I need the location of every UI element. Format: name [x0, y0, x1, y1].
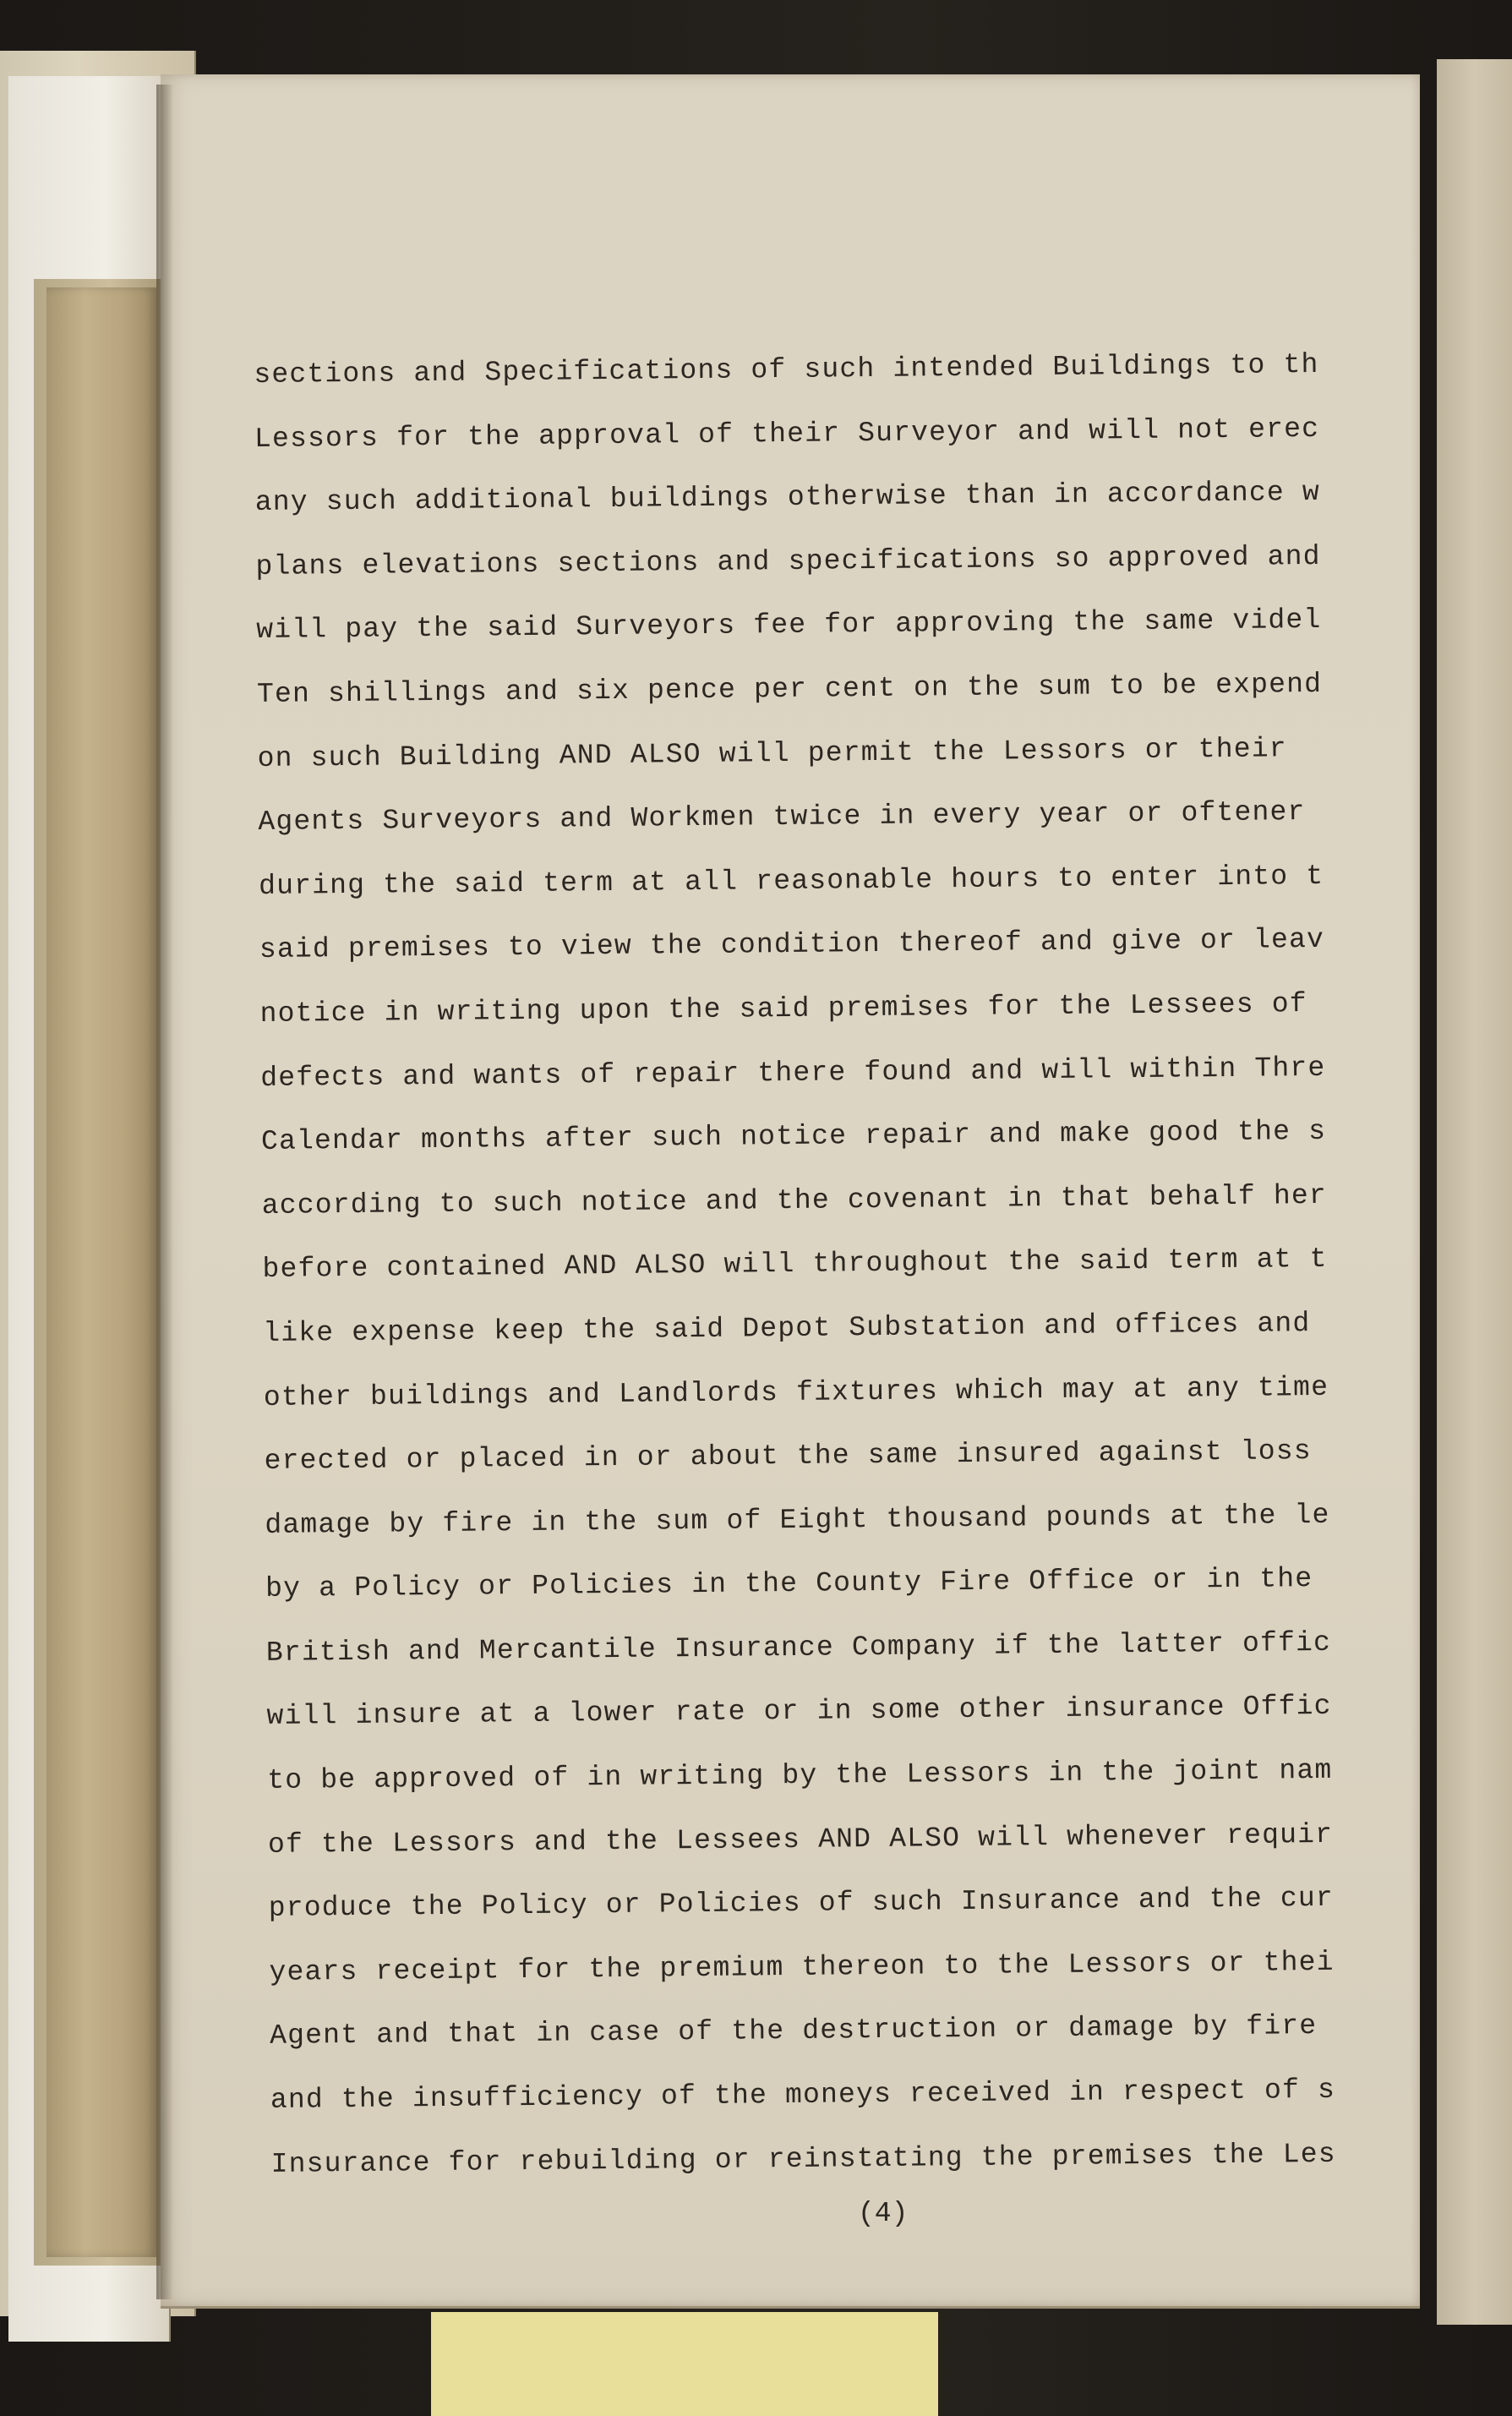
- typed-text-block: [254, 332, 1455, 2197]
- text-line: of the Lessors and the Lessees AND ALSO will whenever requir: [267, 1818, 1334, 1861]
- text-line: damage by fire in the sum of Eight thousand pounds at the le: [265, 1499, 1330, 1541]
- text-line: other buildings and Landlords fixtures which may at any time: [263, 1371, 1329, 1413]
- text-line: according to such notice and the covenant in that behalf her: [261, 1179, 1328, 1222]
- text-line: Agents Surveyors and Workmen twice in every year or oftener: [258, 796, 1306, 839]
- text-line: plans elevations sections and specifications so approved and: [255, 540, 1321, 582]
- text-line: years receipt for the premium thereon to the Lessors or thei: [269, 1946, 1335, 1988]
- text-line: to be approved of in writing by the Lessors in the joint nam: [267, 1754, 1333, 1796]
- text-line: any such additional buildings otherwise than in accordance w: [254, 477, 1321, 519]
- text-line: erected or placed in or about the same insured against loss: [264, 1435, 1313, 1478]
- text-line: sections and Specifications of such intended Buildings to th: [254, 348, 1319, 391]
- text-line: Insurance for rebuilding or reinstating the premises the Les: [270, 2138, 1337, 2180]
- text-line: Lessors for the approval of their Surveyor and will not erec: [254, 413, 1320, 455]
- text-line: Ten shillings and six pence per cent on the sum to be expend: [256, 668, 1323, 710]
- text-line: British and Mercantile Insurance Company if the latter offic: [265, 1626, 1332, 1669]
- text-line: by a Policy or Policies in the County Fire Office or in the: [265, 1563, 1313, 1605]
- text-line: produce the Policy or Policies of such Insurance and the cur: [268, 1883, 1335, 1925]
- text-line: will pay the said Surveyors fee for approving the same videl: [256, 604, 1322, 647]
- text-line: during the said term at all reasonable hours to enter into t: [258, 860, 1324, 902]
- binding-shadow: [156, 85, 173, 2299]
- text-line: before contained AND ALSO will throughout the said term at t: [262, 1244, 1328, 1286]
- text-line: defects and wants of repair there found and will within Thre: [260, 1052, 1326, 1094]
- text-line: said premises to view the condition thereof and give or leav: [259, 924, 1325, 966]
- binding-tape: [46, 287, 156, 2257]
- text-line: and the insufficiency of the moneys received in respect of s: [270, 2074, 1336, 2116]
- text-line: on such Building AND ALSO will permit the Lessors or their: [257, 732, 1288, 774]
- page-number: (4): [858, 2198, 909, 2229]
- text-line: will insure at a lower rate or in some other insurance Offic: [266, 1691, 1332, 1733]
- text-line: notice in writing upon the said premises for the Lessees of: [259, 988, 1307, 1030]
- text-line: Agent and that in case of the destruction or damage by fire: [270, 2010, 1318, 2053]
- text-line: Calendar months after such notice repair and make good the s: [260, 1115, 1327, 1158]
- sticky-note: [431, 2312, 938, 2416]
- text-line: like expense keep the said Depot Substation and offices and: [263, 1307, 1311, 1349]
